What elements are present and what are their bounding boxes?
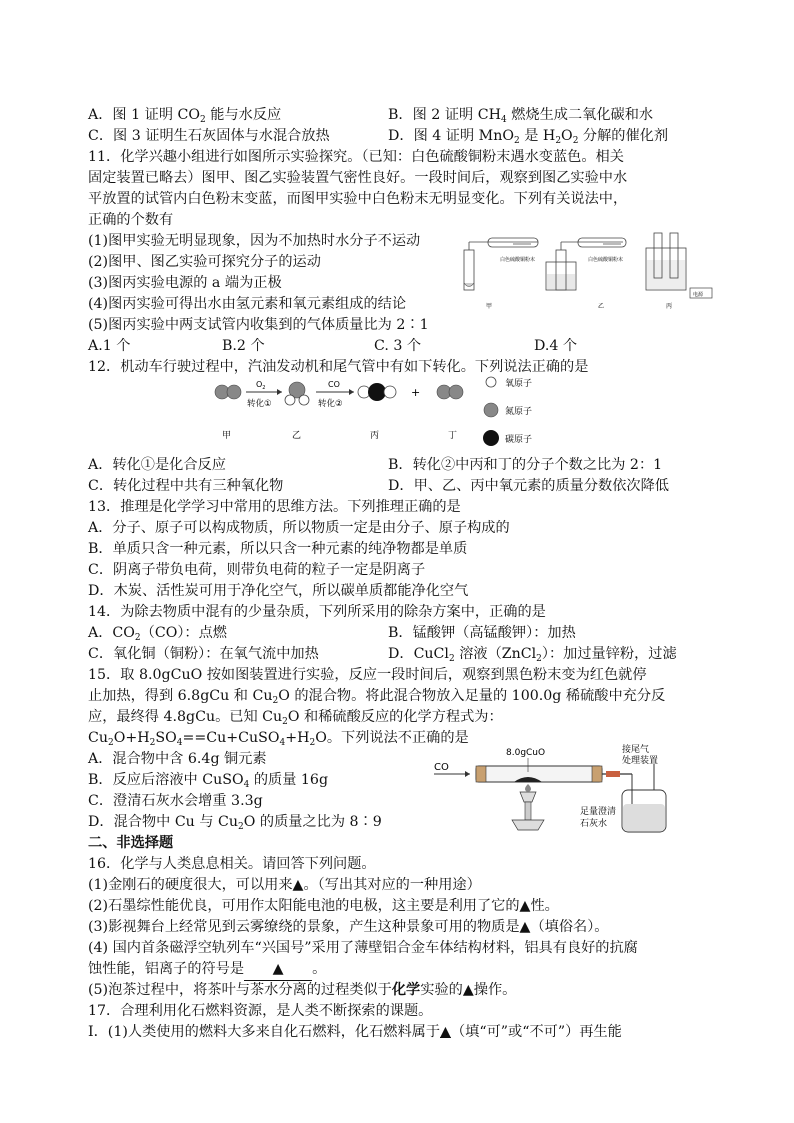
- legend-nitrogen-icon: [484, 403, 498, 417]
- glass-tube: [476, 766, 602, 782]
- oxygen-atom: [299, 395, 309, 405]
- q13-option-a: A．分子、原子可以构成物质，所以物质一定是由分子、原子构成的: [88, 520, 510, 536]
- q15-option-a: A．混合物中含 6.4g 铜元素: [88, 751, 267, 767]
- fig-label-b: 白色硫酸铜粉末: [588, 257, 624, 263]
- q12-option-d: D．甲、乙、丙中氧元素的质量分数依次降低: [388, 478, 669, 494]
- legend-oxygen-icon: [486, 377, 496, 387]
- q11-statement-2: (2)图甲、图乙实验可探究分子的运动: [88, 254, 321, 270]
- q16-sub-5: (5)泡茶过程中，将茶叶与茶水分离的过程类似于化学实验的▲操作。: [88, 982, 517, 998]
- q11-statement-3: (3)图丙实验电源的 a 端为正极: [88, 275, 282, 291]
- fig-label-a: 白色硫酸铜粉末: [500, 257, 536, 263]
- label-jia: 甲: [222, 431, 232, 441]
- q15-option-d: D．混合物中 Cu 与 $Cu_2O$ 的质量之比为 8∶9: [88, 814, 382, 832]
- fig-tail-label-2: 处理装置: [622, 756, 659, 766]
- q16-sub-4-line1: (4) 国内首条磁浮空轨列车“兴国号”采用了薄壁铝合金车体结构材料，铝具有良好的抗腐: [88, 940, 638, 956]
- q11-statement-1: (1)图甲实验无明显现象，因为不加热时水分子不运动: [88, 233, 421, 249]
- q13-stem: 13．推理是化学学习中常用的思维方法。下列推理正确的是: [88, 499, 461, 515]
- q16-sub-2: (2)石墨综性能优良，可用作太阳能电池的电极，这主要是利用了它的▲性。: [88, 898, 559, 914]
- section-2-title: 二、非选择题: [88, 835, 174, 851]
- legend-carbon-icon: [483, 430, 499, 446]
- q11-statement-5: (5)图丙实验中两支试管内收集到的气体质量比为 2∶1: [88, 317, 429, 333]
- conv2-label: 转化②: [318, 399, 343, 409]
- q15-stem-line3: 应，最终得 4.8gCu。已知 $Cu_2O$ 和稀硫酸反应的化学方程式为：: [88, 709, 503, 727]
- oxygen-atom: [384, 386, 396, 398]
- answer-blank[interactable]: ▲: [440, 1024, 451, 1040]
- oxygen-atom: [285, 395, 295, 405]
- fig-caption-jia: 甲: [486, 303, 493, 310]
- q14-option-c: C．氧化铜（铜粉）：在氧气流中加热: [88, 646, 319, 662]
- q10-option-c: C．图 3 证明生石灰固体与水混合放热: [88, 128, 330, 144]
- q15-apparatus-figure: [432, 742, 692, 836]
- fig-lime-label-1: 足量澄清: [580, 807, 617, 817]
- q11-option-a: A.1 个: [88, 338, 131, 354]
- q16-sub-1: (1)金刚石的硬度很大，可以用来▲。（写出其对应的一种用途）: [88, 877, 481, 893]
- q15-option-b: B．反应后溶液中 CuSO$_4$ 的质量 16g: [88, 772, 329, 790]
- q11-stem-line4: 正确的个数有: [88, 212, 174, 228]
- answer-blank[interactable]: ▲: [244, 959, 312, 981]
- fig-caption-bing: 丙: [666, 303, 673, 310]
- q11-option-d: D.4 个: [534, 338, 578, 354]
- nitrogen-atom: [227, 385, 241, 399]
- q10-option-b: B．图 2 证明 $CH_4$ 燃烧生成二氧化碳和水: [388, 107, 654, 125]
- fig-cuo-label: 8.0gCuO: [506, 748, 546, 758]
- label-bing: 丙: [370, 431, 380, 441]
- answer-blank[interactable]: ▲: [292, 877, 304, 893]
- answer-blank[interactable]: ▲: [462, 982, 474, 998]
- arrow1-reagent: $O_2$: [256, 380, 266, 391]
- q11-option-c: C. 3 个: [374, 338, 422, 354]
- fig-caption-yi: 乙: [598, 303, 605, 310]
- q16-stem: 16．化学与人类息息相关。请回答下列问题。: [88, 856, 376, 872]
- answer-blank[interactable]: ▲: [519, 919, 531, 935]
- nitrogen-atom: [449, 385, 463, 399]
- answer-blank[interactable]: ▲: [519, 898, 531, 914]
- legend-carbon-label: 碳原子: [505, 435, 533, 445]
- fig-label-power: 电源: [693, 292, 704, 298]
- q13-option-c: C．阴离子带负电荷，则带负电荷的粒子一定是阴离子: [88, 562, 426, 578]
- q11-apparatus-figure: [458, 228, 718, 316]
- q10-option-d: D．图 4 证明 MnO$_2$ 是 $H_2O_2$ 分解的催化剂: [388, 128, 669, 146]
- q13-option-d: D．木炭、活性炭可用于净化空气，所以碳单质都能净化空气: [88, 583, 469, 599]
- q12-option-c: C．转化过程中共有三种氧化物: [88, 478, 284, 494]
- q17-stem: 17．合理利用化石燃料资源，是人类不断探索的课题。: [88, 1003, 433, 1019]
- label-ding: 丁: [448, 431, 458, 441]
- q15-option-c: C．澄清石灰水会增重 3.3g: [88, 793, 263, 809]
- figure-yi: [546, 238, 626, 310]
- figure-jia: [464, 238, 538, 310]
- q11-option-b: B.2 个: [222, 338, 265, 354]
- label-yi: 乙: [292, 431, 302, 441]
- q12-option-b: B．转化②中丙和丁的分子个数之比为 2：1: [388, 457, 663, 473]
- plus-sign: +: [411, 386, 421, 399]
- q11-stem-line3: 平放置的试管内白色粉末变蓝，而图甲实验中白色粉末无明显变化。下列有关说法中，: [88, 191, 628, 207]
- figure-bing: [646, 233, 712, 310]
- carbon-atom: [368, 383, 386, 401]
- fig-tail-label-1: 接尾气: [622, 745, 650, 755]
- q15-stem-line1: 15．取 8.0gCuO 按如图装置进行实验，反应一段时间后，观察到黑色粉末变为红色就停: [88, 667, 647, 683]
- fig-lime-label-2: 石灰水: [580, 819, 608, 829]
- fig-co-label: CO: [434, 762, 449, 773]
- q12-molecule-diagram: [210, 376, 580, 454]
- q14-option-b: B．锰酸钾（高锰酸钾）：加热: [388, 625, 576, 641]
- q10-option-a: A．图 1 证明 $CO_2$ 能与水反应: [88, 107, 282, 125]
- legend-nitrogen-label: 氮原子: [505, 407, 533, 417]
- q15-stem-line2: 止加热，得到 6.8gCu 和 $Cu_2O$ 的混合物。将此混合物放入足量的 100.0g 稀硫酸中充分反: [88, 688, 666, 706]
- q16-sub-4-line2: 蚀性能，铝离子的符号是 ▲ 。: [88, 959, 326, 981]
- q11-statement-4: (4)图丙实验可得出水由氢元素和氧元素组成的结论: [88, 296, 407, 312]
- q14-option-a: A．$CO_2(CO)$：点燃: [88, 625, 227, 643]
- q12-stem: 12．机动车行驶过程中，汽油发动机和尾气管中有如下转化。下列说法正确的是: [88, 359, 589, 375]
- q14-stem: 14．为除去物质中混有的少量杂质，下列所采用的除杂方案中，正确的是: [88, 604, 546, 620]
- q12-option-a: A．转化①是化合反应: [88, 457, 226, 473]
- conv1-label: 转化①: [247, 399, 272, 409]
- q11-stem-line1: 11．化学兴趣小组进行如图所示实验探究。（已知：白色硫酸铜粉末遇水变蓝色。相关: [88, 149, 624, 165]
- legend-oxygen-label: 氧原子: [505, 379, 533, 389]
- q11-stem-line2: 固定装置已略去）图甲、图乙实验装置气密性良好。一段时间后，观察到图乙实验中水: [88, 170, 628, 186]
- q16-sub-3: (3)影视舞台上经常见到云雾缭绕的景象，产生这种景象可用的物质是▲（填俗名）。: [88, 919, 609, 935]
- q17-sub-1: Ⅰ．(1)人类使用的燃料大多来自化石燃料，化石燃料属于▲（填“可”或“不可”）再生能: [88, 1024, 622, 1040]
- q14-option-d: D．CuCl$_2$ 溶液（ZnCl$_2$）：加过量锌粉，过滤: [388, 646, 677, 664]
- arrow2-reagent: CO: [328, 380, 340, 389]
- q15-equation: $Cu_2O+H_2SO_4==Cu+CuSO_4+H_2O$。下列说法不正确的是: [88, 730, 469, 748]
- q13-option-b: B．单质只含一种元素，所以只含一种元素的纯净物都是单质: [88, 541, 468, 557]
